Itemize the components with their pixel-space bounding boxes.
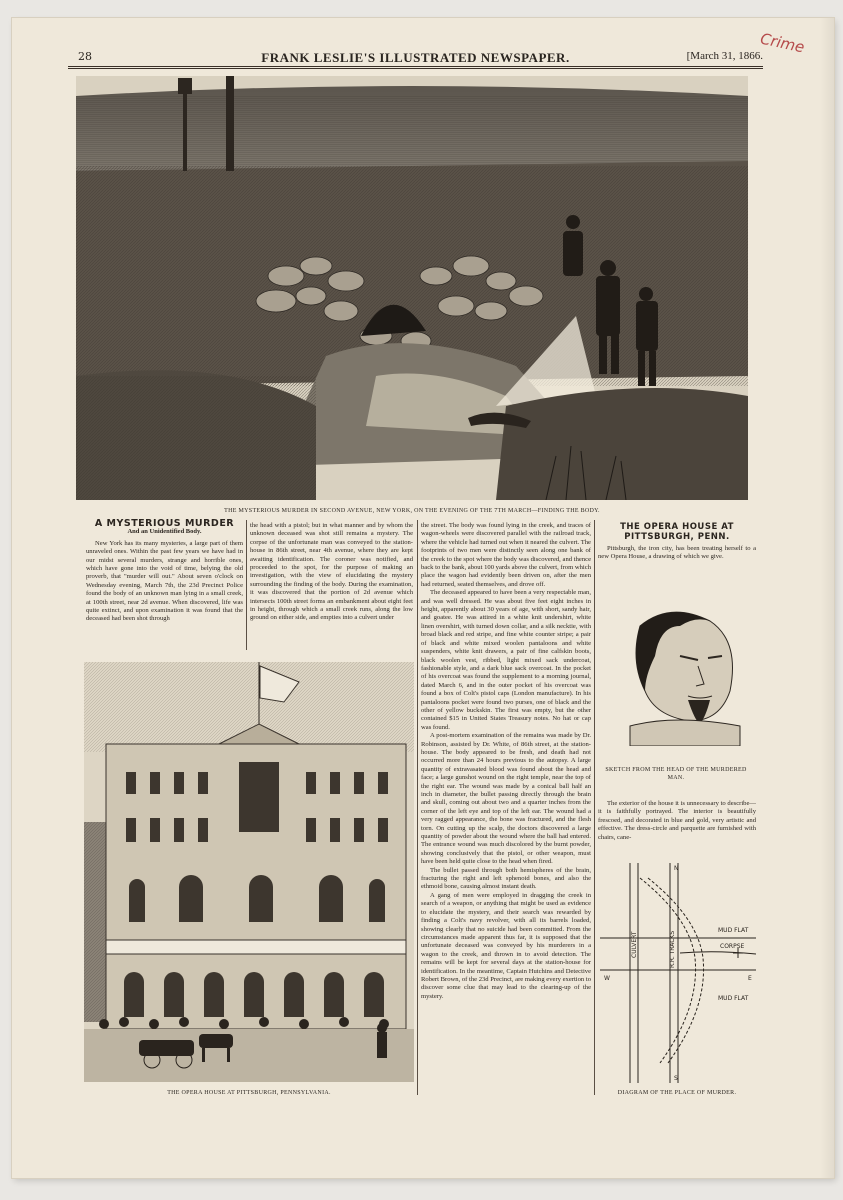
mud-flat-bottom: MUD FLAT — [718, 995, 749, 1002]
issue-date: [March 31, 1866. — [686, 50, 763, 62]
murder-text-col3c: A post-mortem examination of the remains was made by Dr. Robinson, assisted by Dr. White, of 86th street, at the station-house. The body appeared to be fresh, and death had not occurred more than 24 hours previous to the autopsy. A large quantity of extravasated blood was found about the head and face; a large gunshot wound on the right temple, near the top of the right ear. The wound was made by a conical ball half an inch in diameter, the bullet passing directly through the brain and skull, coming out about two and a quarter inches from the corner of the left eye and top of the left ear. The wound had a very ragged appearance, the bone was fractured, and the flesh torn. On cutting up the scalp, the doctors discovered a large quantity of powder about the wound where the ball had entered. The entrance wound was much discolored by the burnt powder, showing conclusively that the pistol, or other weapon, must have been held quite close to the head when fired. — [421, 732, 591, 866]
corpse-label: CORPSE — [720, 943, 745, 950]
column-rule — [417, 520, 418, 1095]
murder-scene-illustration — [76, 76, 748, 500]
murder-headline: A MYSTERIOUS MURDER — [94, 518, 235, 529]
murder-place-diagram — [600, 858, 756, 1083]
murder-text-col1: New York has its many mysteries, a large part of them unraveled ones. Within the past few years we have had in our midst several murders, strange and horrible ones, which have gone into the void of time, belying the old proverb, that "murder will out." About seven o'clock on Wednesday evening, March 7th, the 23d Precinct Police found the body of an unknown man lying in a small creek, at 100th street, near 2d avenue. When discovered, life was quite extinct, and upon examination it was found that the deceased had been shot through — [86, 539, 243, 623]
opera-headline: THE OPERA HOUSE AT PITTSBURGH, PENN. — [620, 522, 734, 542]
portrait-caption: SKETCH FROM THE HEAD OF THE MURDERED MAN. — [605, 767, 747, 781]
opera-article — [598, 522, 756, 562]
opera-article-body — [598, 800, 756, 842]
murder-text-col3d: The bullet passed through both hemispheres of the brain, fracturing the right and left sphenoid bones, and also the ethmoid bone, causing almost instant death. — [421, 866, 591, 891]
compass-s: S — [674, 1075, 678, 1082]
page-header — [68, 50, 763, 66]
murder-text-col3b: The deceased appeared to have been a very respectable man, and was well dressed. He was about five feet eight inches in height, apparently about 30 years of age, with short, sandy hair, and goatee. He was attired in a white knit undershirt, white linen overshirt, with turned down collar, and a silk necktie, with broad black and red stripe, and fine white counter stripe; a pair of black and white mixed woolen pantaloons and white suspenders, white knit drawers, a pair of fine calfskin boots, black woolen vest, ribbed, light mixed sack undercoat, fashionable style, and a dark blue sack overcoat. In the pocket of his overcoat was found the supplement to a morning journal, dated March 6, and in the outer pocket of his overcoat was found a box of Colt's pistol caps (London manufacture). In his pantaloons pocket were found two purses, one of black and the other of yellow buckskin. The first was empty, but the other contained $15 in United States Treasury notes. No hat or cap was found. — [421, 589, 591, 731]
compass-w: W — [604, 975, 610, 982]
opera-house-illustration — [84, 662, 414, 1082]
page-edge-shadow — [820, 18, 834, 1178]
header-rule — [68, 66, 763, 67]
column-rule — [594, 520, 595, 1095]
header-rule-2 — [68, 68, 763, 69]
murder-article-col1 — [86, 520, 243, 624]
handwritten-note: Crime — [758, 29, 807, 57]
opera-illustration-caption: THE OPERA HOUSE AT PITTSBURGH, PENNSYLVANIA. — [167, 1090, 331, 1096]
opera-body: The exterior of the house it is unnecessary to describe—it is faithfully portrayed. The interior is beautifully frescoed, and decorated in blue and gold, very artistic and effective. The dress-circle and parquette are furnished with chairs, cane- — [598, 800, 756, 841]
masthead-title: FRANK LESLIE'S ILLUSTRATED NEWSPAPER. — [261, 50, 570, 65]
top-illustration-caption: THE MYSTERIOUS MURDER IN SECOND AVENUE, NEW YORK, ON THE EVENING OF THE 7TH MARCH—FINDING THE BODY. — [224, 508, 600, 514]
opera-intro: Pittsburgh, the iron city, has been treating herself to a new Opera House, a drawing of which we give. — [598, 545, 756, 561]
murder-subheadline: And an Unidentified Body. — [127, 528, 202, 536]
page-number: 28 — [78, 50, 92, 63]
culvert-label: CULVERT — [631, 931, 638, 958]
murder-text-col2: the head with a pistol; but in what manner and by whom the unknown deceased was shot still remains a mystery. The corpse of the unfortunate man was conveyed to the station-house in 86th street, near 4th avenue, where they are kept awaiting identification. The coroner was notified, and proceeded to the spot, for the purpose of making an investigation, with the view of elucidating the mystery surrounding the finding of the body. During the examination, it was discovered that the portion of 2d avenue which intersects 100th street forms an embankment about eight feet in height, through which a small creek runs, along the low ground on either side, and empties into a culvert under — [250, 522, 413, 622]
rr-tracks-label: R.R. TRACKS — [669, 930, 676, 968]
mud-flat-top: MUD FLAT — [718, 927, 749, 934]
compass-n: N — [674, 865, 679, 872]
murder-text-col3a: the street. The body was found lying in the creek, and traces of wagon-wheels were discovered parallel with the railroad track, where the vehicle had turned out when it neared the culvert. The footprints of two men were distinctly seen along one bank of the creek to the spot where the body was discovered, and thence back to the bank, about 100 yards above the culvert, from which place the wagon had evidently been driven on, after the men had returned, seated themselves, and drove off. — [421, 522, 591, 588]
diagram-caption: DIAGRAM OF THE PLACE OF MURDER. — [617, 1090, 737, 1096]
column-rule — [246, 520, 247, 650]
murder-article-col3 — [421, 522, 591, 1001]
murder-article-col2 — [250, 522, 413, 623]
murder-text-col3e: A gang of men were employed in dragging the creek in search of a weapon, or anything that might be used as evidence to elucidate the mystery, and their search was rewarded by finding a Colt's navy revolver, with all its barrels loaded, showing clearly that no suicide had been committed. From the circumstances made apparent thus far, it is supposed that the unfortunate deceased was conveyed by his murderers in a wagon to the creek, and thrown in to avoid detection. The remains will be kept for several days at the station-house for identification. In the meantime, Captain Hutchins and Detective Robert Brown, of the 23d Precinct, are making every exertion to discover some clue that may lead to the clearing-up of the mystery. — [421, 891, 591, 1000]
compass-e: E — [748, 975, 752, 982]
murdered-man-portrait — [600, 596, 752, 746]
